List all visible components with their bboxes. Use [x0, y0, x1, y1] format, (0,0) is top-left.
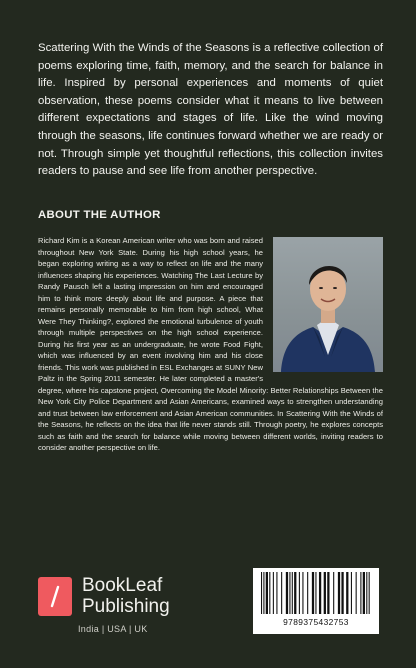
bookleaf-logo-icon [38, 577, 72, 616]
barcode-bar [369, 572, 370, 614]
barcode-bar [333, 572, 334, 614]
barcode-bar [302, 572, 303, 614]
barcode-bar [273, 572, 274, 614]
barcode-bar [269, 572, 270, 614]
barcode-bar [324, 572, 326, 614]
barcode-bar [294, 572, 296, 614]
barcode-bar [312, 572, 314, 614]
barcode-bar [366, 572, 367, 614]
book-blurb: Scattering With the Winds of the Seasons is a reflective collection of poems exploring time, faith, memory, and the search for balance in life. Inspired by personal experiences and moments of quiet observation, these poems consider what it means to live between different expectations and stages of life. Like the wind moving through the seasons, life continues forward whether we are ready or not. Through simple yet thoughtful reflections, this collection invites readers to pause and see life from another perspective. [38, 42, 383, 178]
barcode-bar [341, 572, 343, 614]
author-bio-section [38, 235, 383, 615]
barcode-bar [261, 572, 262, 614]
barcode-bar [263, 572, 264, 614]
barcode-bar [327, 572, 329, 614]
barcode-bar [338, 572, 340, 614]
publisher-name-line2: Publishing [82, 596, 170, 617]
barcode-bar [319, 572, 321, 614]
publisher-regions: India | USA | UK [78, 624, 148, 634]
barcode-bar [360, 572, 361, 614]
barcode-bars [260, 572, 372, 614]
barcode-bar [266, 572, 268, 614]
barcode-bar [292, 572, 293, 614]
about-the-author-heading: ABOUT THE AUTHOR [38, 209, 161, 221]
isbn-number: 9789375432753 [283, 617, 349, 627]
barcode-bar [281, 572, 282, 614]
barcode-bar [346, 572, 348, 614]
publisher-name: BookLeaf [82, 575, 163, 596]
publisher-logo [38, 577, 188, 637]
barcode-bar [315, 572, 316, 614]
author-photo [273, 237, 383, 372]
isbn-barcode [253, 568, 379, 634]
barcode-bar [363, 572, 365, 614]
barcode-bar [276, 572, 277, 614]
barcode-bar [289, 572, 290, 614]
barcode-bar [351, 572, 352, 614]
barcode-bar [356, 572, 357, 614]
barcode-bar [299, 572, 300, 614]
barcode-bar [307, 572, 308, 614]
author-bio: Richard Kim is a Korean American writer who was born and raised throughout New York State. During his high school years, he began exploring writing as a way to reflect on life and the many influences shaping his experiences. Watching The Last Lecture by Randy Pausch left a lasting impression on him and encouraged him to think more deeply about life and purpose. A piece that remains personally memorable to him from high school, What Were They Thinking?, explored the emotional turbulence of youth through multiple perspectives on the high school experience. During his first year as an undergraduate, he wrote Food Fight, which was influenced by an event involving him and his close friends. This work was published in ESL Exchanges at SUNY New Paltz in the Spring 2011 semester. He later completed a master's degree, where his capstone project, Overcoming the Model Minority: Better Relationships Between the New York City Police Department and Asian Americans, examined ways to strengthen understanding and trust between law enforcement and Asian American communities. In Scattering With the Winds of the Seasons, he reflects on the idea that life never stands still. Through poetry, he explores concepts such as faith and the search for balance while moving between different worlds, inviting readers to consider another perspective on life. [38, 236, 383, 452]
barcode-bar [286, 572, 288, 614]
